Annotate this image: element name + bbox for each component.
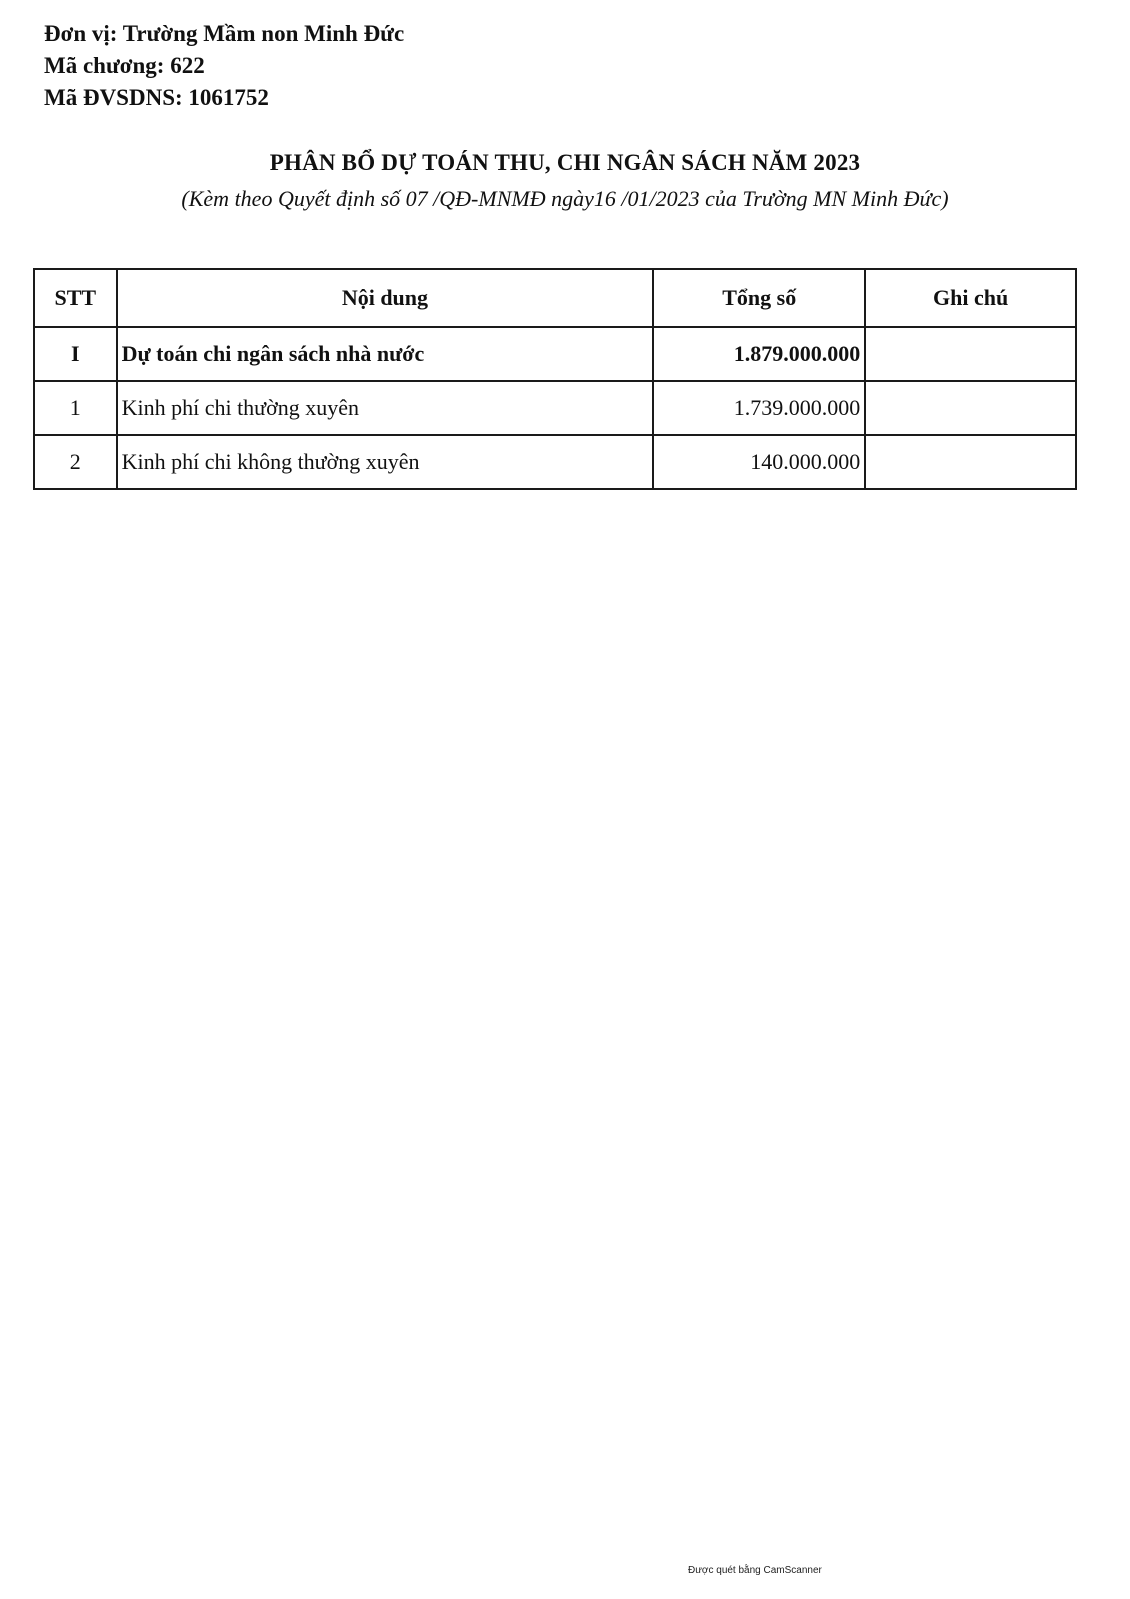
header-content: Nội dung <box>117 269 654 327</box>
row-content: Dự toán chi ngân sách nhà nước <box>117 327 654 381</box>
header-block <box>44 18 404 114</box>
chapter-code: Mã chương: 622 <box>44 53 205 78</box>
document-title: PHÂN BỔ DỰ TOÁN THU, CHI NGÂN SÁCH NĂM 2023 <box>269 150 861 175</box>
row-note <box>865 327 1076 381</box>
row-note <box>865 435 1076 489</box>
table-row <box>34 381 1076 435</box>
row-stt: I <box>34 327 117 381</box>
row-content: Kinh phí chi không thường xuyên <box>117 435 654 489</box>
budget-unit-code: Mã ĐVSDNS: 1061752 <box>44 85 269 110</box>
table-header-row <box>34 269 1076 327</box>
header-note: Ghi chú <box>865 269 1076 327</box>
document-subtitle: (Kèm theo Quyết định số 07 /QĐ-MNMĐ ngày16 /01/2023 của Trường MN Minh Đức) <box>181 186 949 211</box>
budget-table <box>33 268 1077 490</box>
row-content: Kinh phí chi thường xuyên <box>117 381 654 435</box>
row-total: 1.879.000.000 <box>653 327 865 381</box>
table-row <box>34 327 1076 381</box>
unit-name: Đơn vị: Trường Mầm non Minh Đức <box>44 21 405 46</box>
table-row <box>34 435 1076 489</box>
header-total: Tổng số <box>653 269 865 327</box>
header-stt: STT <box>34 269 117 327</box>
row-stt: 2 <box>34 435 117 489</box>
row-total: 1.739.000.000 <box>653 381 865 435</box>
scanner-footer-note: Được quét bằng CamScanner <box>688 1565 822 1576</box>
row-total: 140.000.000 <box>653 435 865 489</box>
row-stt: 1 <box>34 381 117 435</box>
row-note <box>865 381 1076 435</box>
